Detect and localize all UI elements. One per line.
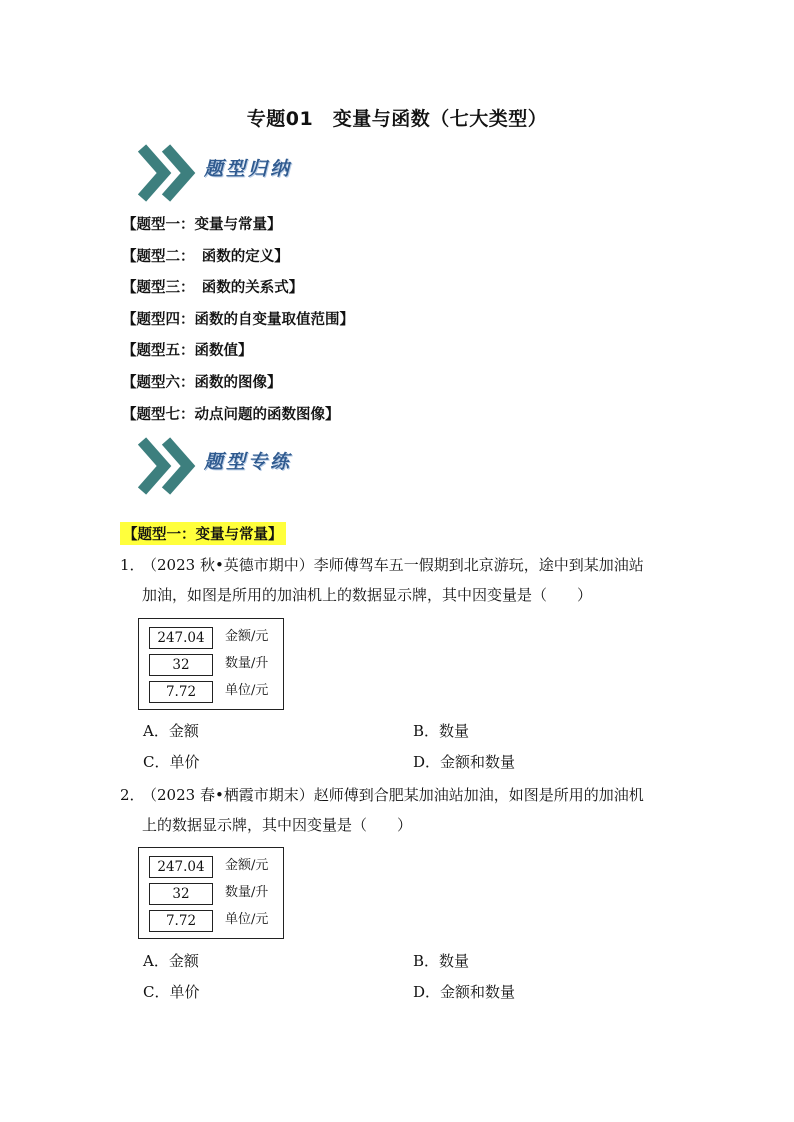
topic-item: 【题型四：函数的自变量取值范围】 xyxy=(122,311,354,328)
pump-label: 数量/升 xyxy=(225,656,269,671)
fuel-pump-display xyxy=(138,618,284,710)
question-text: 加油，如图是所用的加油机上的数据显示牌，其中因变量是（ ） xyxy=(142,586,593,604)
option-b: B．数量 xyxy=(413,952,470,970)
pump-label: 单位/元 xyxy=(225,912,269,927)
section-heading: 【题型一：变量与常量】 xyxy=(120,522,286,545)
question-text: （2023 秋•英德市期中）李师傅驾车五一假期到北京游玩，途中到某加油站 xyxy=(142,556,644,574)
pump-label: 数量/升 xyxy=(225,885,269,900)
option-a: A．金额 xyxy=(143,722,199,740)
option-c: C．单价 xyxy=(143,753,200,771)
pump-label: 金额/元 xyxy=(225,629,269,644)
topic-item: 【题型七：动点问题的函数图像】 xyxy=(122,406,340,423)
section-banner-summary xyxy=(138,142,338,204)
pump-value: 247.04 xyxy=(149,856,213,878)
topic-item: 【题型一：变量与常量】 xyxy=(122,217,282,233)
topic-item: 【题型二： 函数的定义】 xyxy=(122,248,289,265)
option-c: C．单价 xyxy=(143,983,200,1001)
pump-value: 7.72 xyxy=(149,681,213,703)
pump-value: 32 xyxy=(149,883,213,905)
option-d: D．金额和数量 xyxy=(413,983,516,1001)
question-text: 上的数据显示牌，其中因变量是（ ） xyxy=(142,816,413,834)
question-text: （2023 春•栖霞市期末）赵师傅到合肥某加油站加油，如图是所用的加油机 xyxy=(142,786,644,804)
question-number: 1． xyxy=(120,556,145,574)
pump-label: 金额/元 xyxy=(225,858,269,873)
fuel-pump-display xyxy=(138,847,284,939)
option-d: D．金额和数量 xyxy=(413,753,516,771)
page-title: 专题01 变量与函数（七大类型） xyxy=(246,108,548,130)
topic-list xyxy=(122,213,354,434)
double-chevron-icon xyxy=(138,435,202,497)
question-2 xyxy=(120,783,680,843)
topic-item: 【题型五：函数值】 xyxy=(122,343,253,360)
question-number: 2． xyxy=(120,786,145,804)
topic-item: 【题型三： 函数的关系式】 xyxy=(122,280,304,297)
question-1 xyxy=(120,553,680,613)
pump-value: 247.04 xyxy=(149,627,213,649)
banner-summary-text: 题型归纳 xyxy=(204,158,293,180)
option-a: A．金额 xyxy=(143,952,199,970)
pump-label: 单位/元 xyxy=(225,683,269,698)
banner-practice-text: 题型专练 xyxy=(204,451,293,473)
double-chevron-icon xyxy=(138,142,202,204)
option-b: B．数量 xyxy=(413,722,470,740)
topic-item: 【题型六：函数的图像】 xyxy=(122,374,282,391)
section-banner-practice xyxy=(138,435,338,497)
pump-value: 7.72 xyxy=(149,910,213,932)
pump-value: 32 xyxy=(149,654,213,676)
